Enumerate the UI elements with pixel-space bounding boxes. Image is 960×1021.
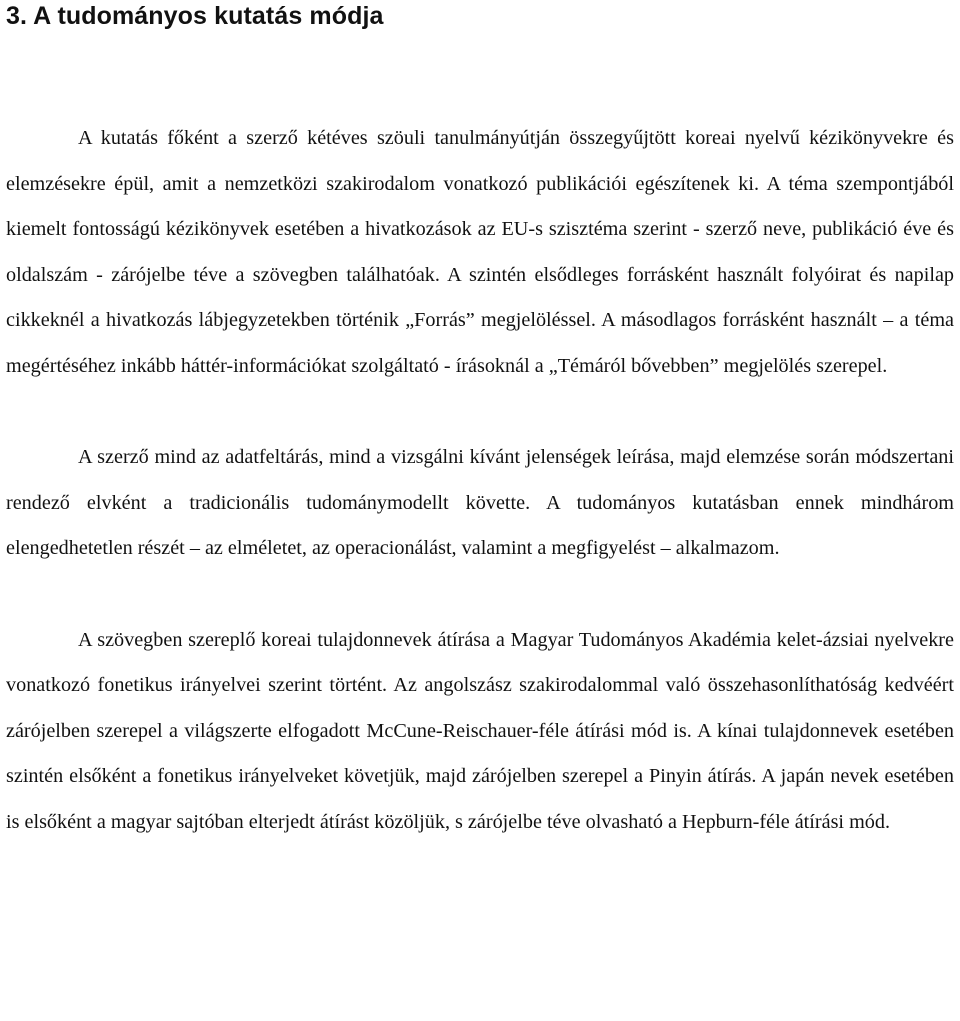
section-heading: 3. A tudományos kutatás módja [6, 2, 384, 30]
paragraph-sources: A kutatás főként a szerző kétéves szöuli tanulmányútján összegyűjtött koreai nyelvű kézikönyvekre és elemzésekre épül, amit a nemzetközi szakirodalom vonatkozó publikációi egészítenek ki. A téma szempontjából kiemelt fontosságú kézikönyvek esetében a hivatkozások az EU-s szisztéma szerint - szerző neve, publikáció éve és oldalszám - zárójelbe téve a szövegben találhatóak. A szintén elsődleges forrásként használt folyóirat és napilap cikkeknél a hivatkozás lábjegyzetekben történik „Forrás” megjelöléssel. A másodlagos forrásként használt – a téma megértéséhez inkább háttér-információkat szolgáltató - írásoknál a „Témáról bővebben” megjelölés szerepel. [6, 127, 954, 377]
paragraph-transcription: A szövegben szereplő koreai tulajdonnevek átírása a Magyar Tudományos Akadémia kelet-ázsiai nyelvekre vonatkozó fonetikus irányelvei szerint történt. Az angolszász szakirodalommal való összehasonlíthatóság kedvéért zárójelben szerepel a világszerte elfogadott McCune-Reischauer-féle átírási mód is. A kínai tulajdonnevek esetében szintén elsőként a fonetikus irányelveket követjük, majd zárójelben szerepel a Pinyin átírás. A japán nevek esetében is elsőként a magyar sajtóban elterjedt átírást közöljük, s zárójelbe téve olvasható a Hepburn-féle átírási mód. [6, 628, 954, 833]
paragraph-methodology: A szerző mind az adatfeltárás, mind a vizsgálni kívánt jelenségek leírása, majd elemzése során módszertani rendező elvként a tradicionális tudománymodellt követte. A tudományos kutatásban ennek mindhárom elengedhetetlen részét – az elméletet, az operacionálást, valamint a megfigyelést – alkalmazom. [6, 446, 954, 559]
